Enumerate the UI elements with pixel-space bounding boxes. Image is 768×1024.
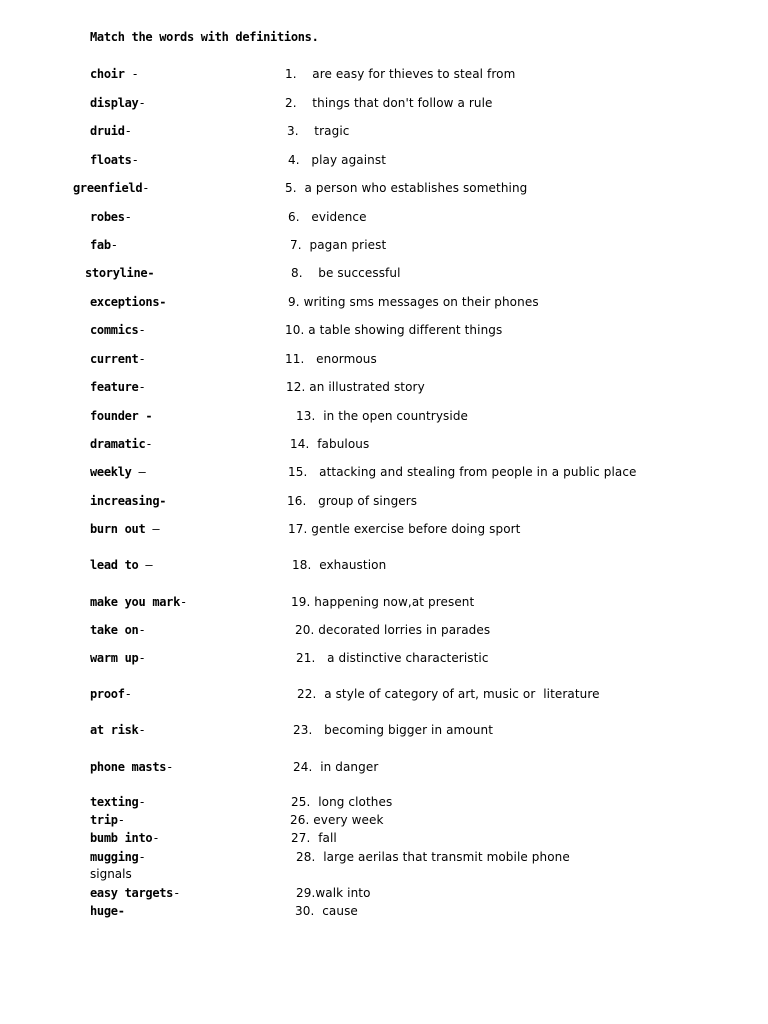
term-item (90, 494, 166, 508)
term-item (90, 352, 145, 366)
term-word: exceptions- (90, 295, 167, 309)
definition-item: 14. fabulous (290, 437, 370, 451)
term-word: fab (90, 238, 111, 252)
term-dash: - (138, 651, 146, 665)
term-dash: - (138, 380, 146, 394)
term-item (90, 409, 152, 423)
term-dash: - (138, 623, 146, 637)
term-item (90, 850, 145, 864)
term-dash: - (142, 181, 150, 195)
term-dash: - (124, 210, 132, 224)
definition-item: 23. becoming bigger in amount (293, 723, 493, 737)
term-item (90, 760, 173, 774)
term-word: druid (90, 124, 125, 138)
term-dash: - (131, 153, 139, 167)
term-word: burn out (90, 522, 146, 536)
term-word: make you mark (90, 595, 181, 609)
term-word: commics (90, 323, 139, 337)
term-dash: – (138, 558, 153, 572)
definition-continuation: signals (90, 867, 132, 881)
term-item (90, 651, 145, 665)
definition-item: 5. a person who establishes something (285, 181, 528, 195)
definition-item: 6. evidence (288, 210, 367, 224)
term-item (90, 153, 139, 167)
definition-item: 19. happening now,at present (291, 595, 475, 609)
term-word: take on (90, 623, 139, 637)
term-item (90, 687, 132, 701)
definition-item: 27. fall (291, 831, 337, 845)
term-item (90, 904, 125, 918)
term-word: feature (90, 380, 139, 394)
term-dash: - (124, 687, 132, 701)
term-word: robes (90, 210, 125, 224)
term-word: texting (90, 795, 139, 809)
term-item (90, 67, 138, 81)
term-item (85, 266, 154, 280)
term-item (90, 380, 145, 394)
term-item (90, 723, 145, 737)
term-dash: - (180, 595, 187, 609)
term-item (90, 323, 145, 337)
definition-item: 2. things that don't follow a rule (285, 96, 493, 110)
term-dash: - (124, 67, 139, 81)
term-word: founder - (90, 409, 153, 423)
term-word: warm up (90, 651, 139, 665)
definition-item: 21. a distinctive characteristic (296, 651, 489, 665)
term-word: phone masts (90, 760, 167, 774)
term-word: mugging (90, 850, 139, 864)
worksheet-title: Match the words with definitions. (90, 30, 319, 44)
definition-item: 10. a table showing different things (285, 323, 503, 337)
term-item (90, 886, 180, 900)
term-word: greenfield (73, 181, 143, 195)
term-item (90, 465, 145, 479)
term-dash: - (145, 437, 153, 451)
term-dash: - (110, 238, 118, 252)
term-item (90, 210, 132, 224)
term-dash: - (173, 886, 181, 900)
term-word: huge- (90, 904, 125, 918)
term-word: at risk (90, 723, 139, 737)
term-dash: - (138, 352, 146, 366)
definition-item: 20. decorated lorries in parades (295, 623, 491, 637)
term-word: storyline- (85, 266, 155, 280)
term-word: weekly (90, 465, 132, 479)
definition-item: 26. every week (290, 813, 384, 827)
term-word: trip (90, 813, 118, 827)
definition-item: 29.walk into (296, 886, 371, 900)
term-word: easy targets (90, 886, 174, 900)
term-dash: - (138, 96, 146, 110)
definition-item: 22. a style of category of art, music or literature (297, 687, 600, 701)
term-item (90, 437, 152, 451)
term-dash: - (138, 323, 146, 337)
term-dash: - (138, 795, 146, 809)
definition-item: 25. long clothes (291, 795, 393, 809)
definition-item: 1. are easy for thieves to steal from (285, 67, 516, 81)
term-word: display (90, 96, 139, 110)
definition-item: 3. tragic (287, 124, 350, 138)
term-dash: – (131, 465, 146, 479)
term-word: lead to (90, 558, 139, 572)
term-dash: - (166, 760, 174, 774)
definition-item: 18. exhaustion (292, 558, 387, 572)
term-item (90, 813, 125, 827)
definition-item: 9. writing sms messages on their phones (288, 295, 539, 309)
definition-item: 16. group of singers (287, 494, 418, 508)
definition-item: 11. enormous (285, 352, 377, 366)
definition-item: 28. large aerilas that transmit mobile phone (296, 850, 570, 864)
definition-item: 30. cause (295, 904, 358, 918)
definition-item: 13. in the open countryside (296, 409, 469, 423)
term-item (90, 124, 132, 138)
definition-item: 24. in danger (293, 760, 379, 774)
term-item (90, 238, 118, 252)
definition-item: 17. gentle exercise before doing sport (288, 522, 521, 536)
term-word: current (90, 352, 139, 366)
term-dash: - (117, 813, 125, 827)
definition-item: 8. be successful (291, 266, 401, 280)
term-word: increasing- (90, 494, 167, 508)
term-word: floats (90, 153, 132, 167)
definition-item: 7. pagan priest (290, 238, 387, 252)
term-dash: – (145, 522, 160, 536)
term-word: dramatic (90, 437, 146, 451)
term-item (90, 558, 152, 572)
term-dash: - (124, 124, 132, 138)
term-item (90, 831, 159, 845)
term-item (90, 623, 145, 637)
term-item (90, 795, 145, 809)
term-dash: - (152, 831, 160, 845)
term-item (90, 522, 159, 536)
term-word: choir (90, 67, 125, 81)
definition-item: 4. play against (288, 153, 387, 167)
term-item (73, 181, 149, 195)
term-item (90, 295, 166, 309)
term-word: proof (90, 687, 125, 701)
term-word: bumb into (90, 831, 153, 845)
term-dash: - (138, 723, 146, 737)
term-item (90, 96, 145, 110)
definition-item: 15. attacking and stealing from people in a public place (288, 465, 637, 479)
term-item (90, 595, 187, 609)
term-dash: - (138, 850, 146, 864)
definition-item: 12. an illustrated story (286, 380, 425, 394)
